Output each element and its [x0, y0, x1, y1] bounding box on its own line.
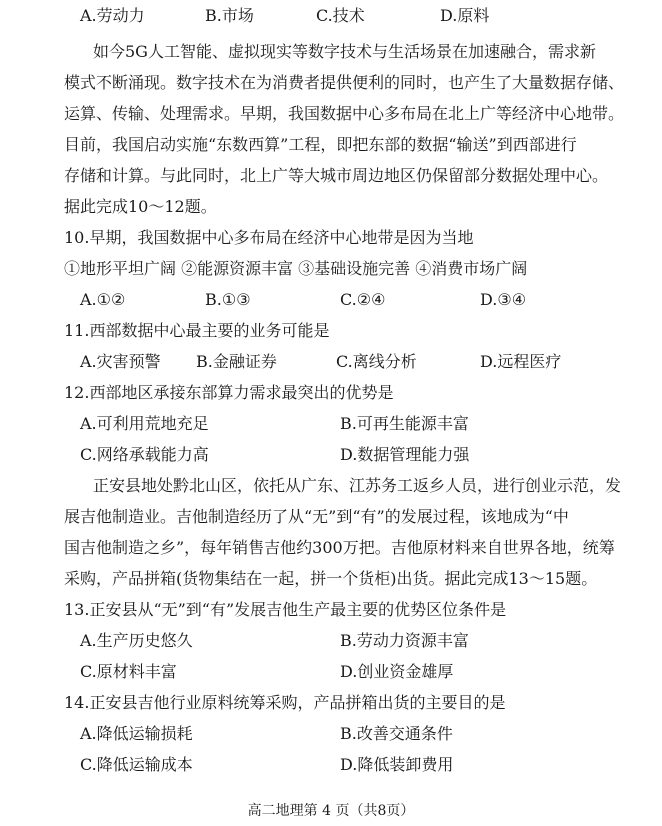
option-a: A.劳动力 [80, 6, 145, 25]
option-d: D.原料 [440, 6, 490, 25]
passage-line: 模式不断涌现。数字技术在为消费者提供便利的同时，也产生了大量数据存储、 [64, 73, 625, 92]
question-12-stem: 12.西部地区承接东部算力需求最突出的优势是 [64, 383, 394, 402]
q14-option-c: C.降低运输成本 [80, 755, 193, 774]
q11-option-c: C.离线分析 [336, 352, 417, 371]
question-10-items: ①地形平坦广阔 ②能源资源丰富 ③基础设施完善 ④消费市场广阔 [64, 259, 528, 278]
q14-option-d: D.降低装卸费用 [340, 755, 454, 774]
passage-line: 正安县地处黔北山区，依托从广东、江苏务工返乡人员，进行创业示范，发 [93, 476, 622, 495]
question-14-stem: 14.正安县吉他行业原料统筹采购，产品拼箱出货的主要目的是 [64, 693, 506, 712]
q10-option-a: A.①② [80, 290, 126, 309]
passage-line: 采购，产品拼箱(货物集结在一起，拼一个货柜)出货。据此完成13～15题。 [64, 569, 598, 588]
q13-option-b: B.劳动力资源丰富 [340, 631, 469, 650]
q11-option-b: B.金融证券 [196, 352, 277, 371]
page-footer: 高二地理第 4 页（共8页） [247, 803, 415, 819]
q13-option-a: A.生产历史悠久 [80, 631, 193, 650]
passage-line: 存储和计算。与此同时，北上广等大城市周边地区仍保留部分数据处理中心。 [64, 166, 609, 185]
q11-option-a: A.灾害预警 [80, 352, 161, 371]
passage-line: 据此完成10～12题。 [64, 197, 217, 216]
option-b: B.市场 [205, 6, 254, 25]
question-13-stem: 13.正安县从“无”到“有”发展吉他生产最主要的优势区位条件是 [64, 600, 507, 619]
passage-line: 国吉他制造之乡”，每年销售吉他约300万把。吉他原材料来自世界各地，统筹 [64, 538, 615, 557]
q10-option-b: B.①③ [205, 290, 251, 309]
q10-option-c: C.②④ [340, 290, 386, 309]
q10-option-d: D.③④ [480, 290, 527, 309]
q13-option-d: D.创业资金雄厚 [340, 662, 454, 681]
q12-option-b: B.可再生能源丰富 [340, 414, 469, 433]
q14-option-b: B.改善交通条件 [340, 724, 453, 743]
option-c: C.技术 [316, 6, 365, 25]
q14-option-a: A.降低运输损耗 [80, 724, 193, 743]
passage-line: 如今5G人工智能、虚拟现实等数字技术与生活场景在加速融合，需求新 [93, 42, 596, 61]
question-10-stem: 10.早期，我国数据中心多布局在经济中心地带是因为当地 [64, 228, 474, 247]
question-11-stem: 11.西部数据中心最主要的业务可能是 [64, 321, 330, 340]
q13-option-c: C.原材料丰富 [80, 662, 177, 681]
passage-line: 目前，我国启动实施“东数西算”工程，即把东部的数据“输送”到西部进行 [64, 135, 577, 154]
passage-line: 运算、传输、处理需求。早期，我国数据中心多布局在北上广等经济中心地带。 [64, 104, 625, 123]
q11-option-d: D.远程医疗 [480, 352, 562, 371]
q12-option-a: A.可利用荒地充足 [80, 414, 209, 433]
q12-option-d: D.数据管理能力强 [340, 445, 470, 464]
q12-option-c: C.网络承载能力高 [80, 445, 209, 464]
passage-line: 展吉他制造业。吉他制造经历了从“无”到“有”的发展过程，该地成为“中 [64, 507, 569, 526]
